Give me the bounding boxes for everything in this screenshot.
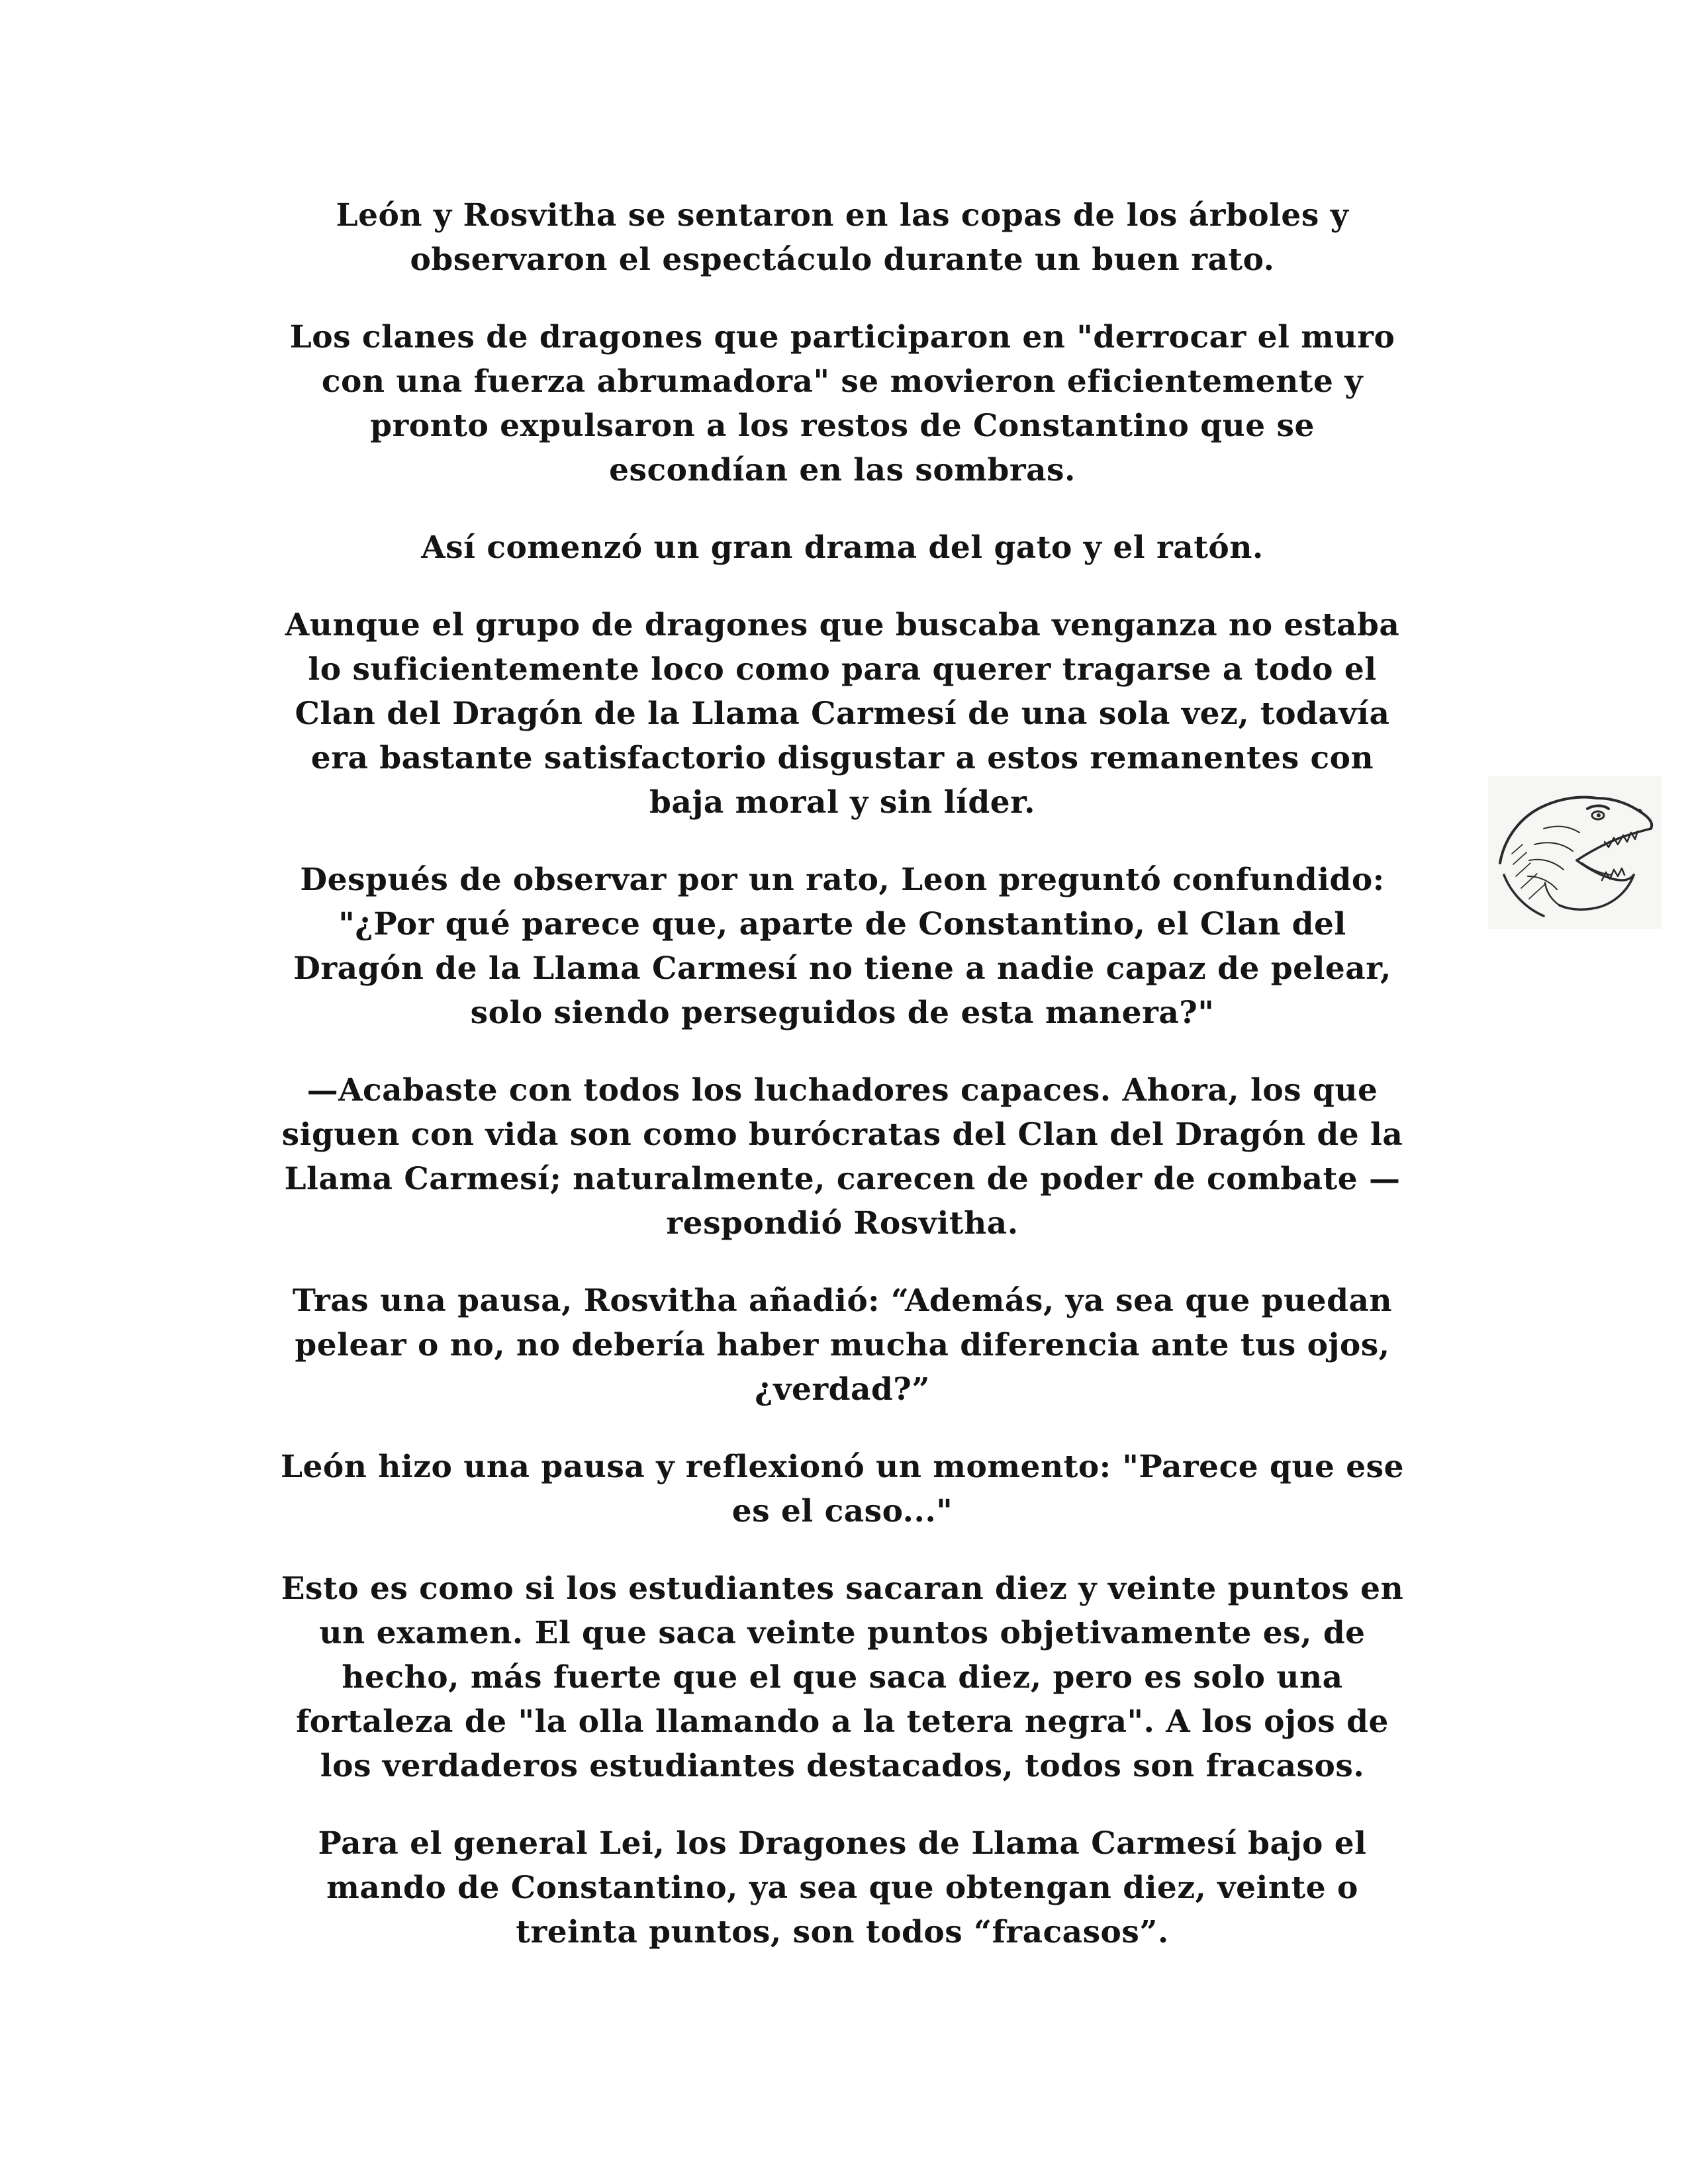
text-line: Los clanes de dragones que participaron en "derrocar el muro [289,319,1395,355]
text-line: Tras una pausa, Rosvitha añadió: “Además, ya sea que puedan [292,1283,1393,1319]
text-line: un examen. El que saca veinte puntos objetivamente es, de [319,1615,1366,1651]
paragraph-4 [228,603,1456,825]
text-line: observaron el espectáculo durante un buen rato. [410,242,1275,278]
text-line: Clan del Dragón de la Llama Carmesí de una sola vez, todavía [295,696,1390,732]
dinosaur-head-sketch-icon [1488,776,1662,929]
paragraph-9 [228,1567,1456,1788]
text-line: treinta puntos, son todos “fracasos”. [516,1914,1169,1950]
paragraph-2 [228,315,1456,492]
text-line: León y Rosvitha se sentaron en las copas de los árboles y [336,197,1349,234]
paragraph-7 [228,1279,1456,1412]
text-line: Así comenzó un gran drama del gato y el ratón. [421,529,1264,566]
text-line: con una fuerza abrumadora" se movieron eficientemente y [321,363,1364,400]
text-line: Llama Carmesí; naturalmente, carecen de poder de combate — [284,1161,1401,1197]
text-line: Después de observar por un rato, Leon preguntó confundido: [300,862,1385,898]
text-line: es el caso..." [731,1493,953,1529]
text-line: pelear o no, no debería haber mucha diferencia ante tus ojos, [295,1327,1390,1363]
text-line: lo suficientemente loco como para querer tragarse a todo el [308,651,1377,688]
text-line: fortaleza de "la olla llamando a la tetera negra". A los ojos de [296,1704,1389,1740]
text-line: mando de Constantino, ya sea que obtengan diez, veinte o [326,1870,1358,1906]
text-line: baja moral y sin líder. [649,784,1035,821]
text-line: —Acabaste con todos los luchadores capaces. Ahora, los que [306,1072,1378,1109]
text-line: los verdaderos estudiantes destacados, todos son fracasos. [320,1748,1365,1784]
text-line: respondió Rosvitha. [666,1205,1019,1242]
text-line: solo siendo perseguidos de esta manera?" [470,995,1215,1031]
paragraph-5 [228,858,1456,1035]
text-line: siguen con vida son como burócratas del Clan del Dragón de la [281,1116,1403,1153]
paragraph-3 [228,525,1456,570]
text-line: Para el general Lei, los Dragones de Llama Carmesí bajo el [318,1825,1367,1862]
paragraph-8 [228,1445,1456,1533]
text-line: León hizo una pausa y reflexionó un momento: "Parece que ese [280,1449,1405,1485]
text-line: Esto es como si los estudiantes sacaran diez y veinte puntos en [281,1570,1404,1607]
paragraph-10 [228,1821,1456,1954]
text-line: era bastante satisfactorio disgustar a estos remanentes con [310,740,1374,776]
text-line: hecho, más fuerte que el que saca diez, pero es solo una [342,1659,1343,1696]
text-line: pronto expulsaron a los restos de Constantino que se [370,408,1315,444]
text-column [228,193,1456,1987]
paragraph-6 [228,1068,1456,1246]
text-line: ¿verdad?” [755,1371,930,1408]
text-line: Aunque el grupo de dragones que buscaba venganza no estaba [285,607,1400,643]
paragraph-1 [228,193,1456,282]
text-line: escondían en las sombras. [609,452,1076,488]
text-line: Dragón de la Llama Carmesí no tiene a nadie capaz de pelear, [293,950,1391,987]
text-line: "¿Por qué parece que, aparte de Constantino, el Clan del [338,906,1346,942]
